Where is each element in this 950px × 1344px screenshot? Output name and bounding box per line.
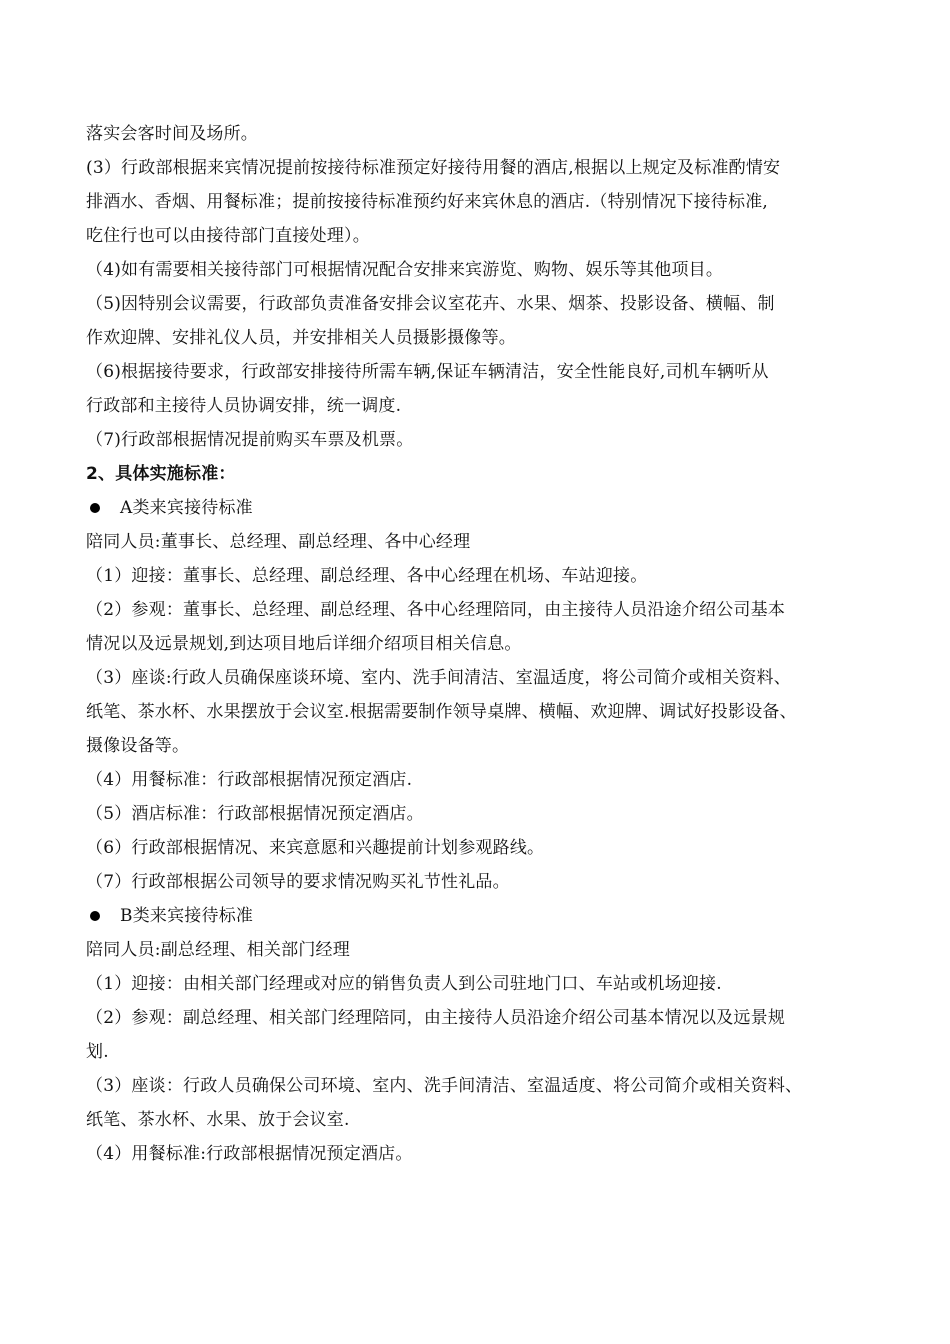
text-line: （2）参观：董事长、总经理、副总经理、各中心经理陪同，由主接待人员沿途介绍公司基本 <box>86 600 786 620</box>
document-body <box>86 117 876 1171</box>
text-line: （7)行政部根据情况提前购买车票及机票。 <box>86 430 414 450</box>
text-line: 吃住行也可以由接待部门直接处理）。 <box>86 226 370 246</box>
text-line: （1）迎接：由相关部门经理或对应的销售负责人到公司驻地门口、车站或机场迎接. <box>86 974 722 994</box>
text-line: （7）行政部根据公司领导的要求情况购买礼节性礼品。 <box>86 872 510 892</box>
text-line: 陪同人员:副总经理、相关部门经理 <box>86 940 350 960</box>
text-line: （3）座谈:行政人员确保座谈环境、室内、洗手间清洁、室温适度，将公司简介或相关资料、 <box>86 668 791 688</box>
text-line: （6）行政部根据情况、来宾意愿和兴趣提前计划参观路线。 <box>86 838 545 858</box>
text-line: 排酒水、香烟、用餐标准；提前按接待标准预约好来宾休息的酒店.（特别情况下接待标准, <box>86 192 769 212</box>
section-a-title-row <box>86 491 876 525</box>
text-line: （2）参观：副总经理、相关部门经理陪同，由主接待人员沿途介绍公司基本情况以及远景规 <box>86 1008 786 1028</box>
text-line: 纸笔、茶水杯、水果、放于会议室. <box>86 1110 350 1130</box>
text-line: （3）座谈：行政人员确保公司环境、室内、洗手间清洁、室温适度、将公司简介或相关资料、 <box>86 1076 803 1096</box>
section-b-title: B类来宾接待标准 <box>120 906 254 926</box>
text-line: （6)根据接待要求，行政部安排接待所需车辆,保证车辆清洁，安全性能良好,司机车辆听从 <box>86 362 769 382</box>
text-line: （5)因特别会议需要，行政部负责准备安排会议室花卉、水果、烟茶、投影设备、横幅、制 <box>86 294 775 314</box>
text-line: （4)如有需要相关接待部门可根据情况配合安排来宾游览、购物、娱乐等其他项目。 <box>86 260 724 280</box>
section-heading: 2、具体实施标准： <box>86 464 236 484</box>
text-line: （4）用餐标准：行政部根据情况预定酒店. <box>86 770 413 790</box>
bullet-icon <box>90 503 100 513</box>
text-line: （5）酒店标准：行政部根据情况预定酒店。 <box>86 804 424 824</box>
text-line: 纸笔、茶水杯、水果摆放于会议室.根据需要制作领导桌牌、横幅、欢迎牌、调试好投影设备、 <box>86 702 797 722</box>
text-line: (3）行政部根据来宾情况提前按接待标准预定好接待用餐的酒店,根据以上规定及标准酌情安 <box>86 158 781 178</box>
text-line: 情况以及远景规划,到达项目地后详细介绍项目相关信息。 <box>86 634 522 654</box>
text-line: 摄像设备等。 <box>86 736 190 756</box>
text-line: 划. <box>86 1042 109 1062</box>
text-line: （1）迎接：董事长、总经理、副总经理、各中心经理在机场、车站迎接。 <box>86 566 648 586</box>
text-line: 落实会客时间及场所。 <box>86 124 258 144</box>
section-b-title-row <box>86 899 876 933</box>
text-line: （4）用餐标准:行政部根据情况预定酒店。 <box>86 1144 413 1164</box>
text-line: 作欢迎牌、安排礼仪人员，并安排相关人员摄影摄像等。 <box>86 328 516 348</box>
bullet-icon <box>90 911 100 921</box>
text-line: 陪同人员:董事长、总经理、副总经理、各中心经理 <box>86 532 471 552</box>
text-line: 行政部和主接待人员协调安排，统一调度. <box>86 396 402 416</box>
section-a-title: A类来宾接待标准 <box>120 498 253 518</box>
